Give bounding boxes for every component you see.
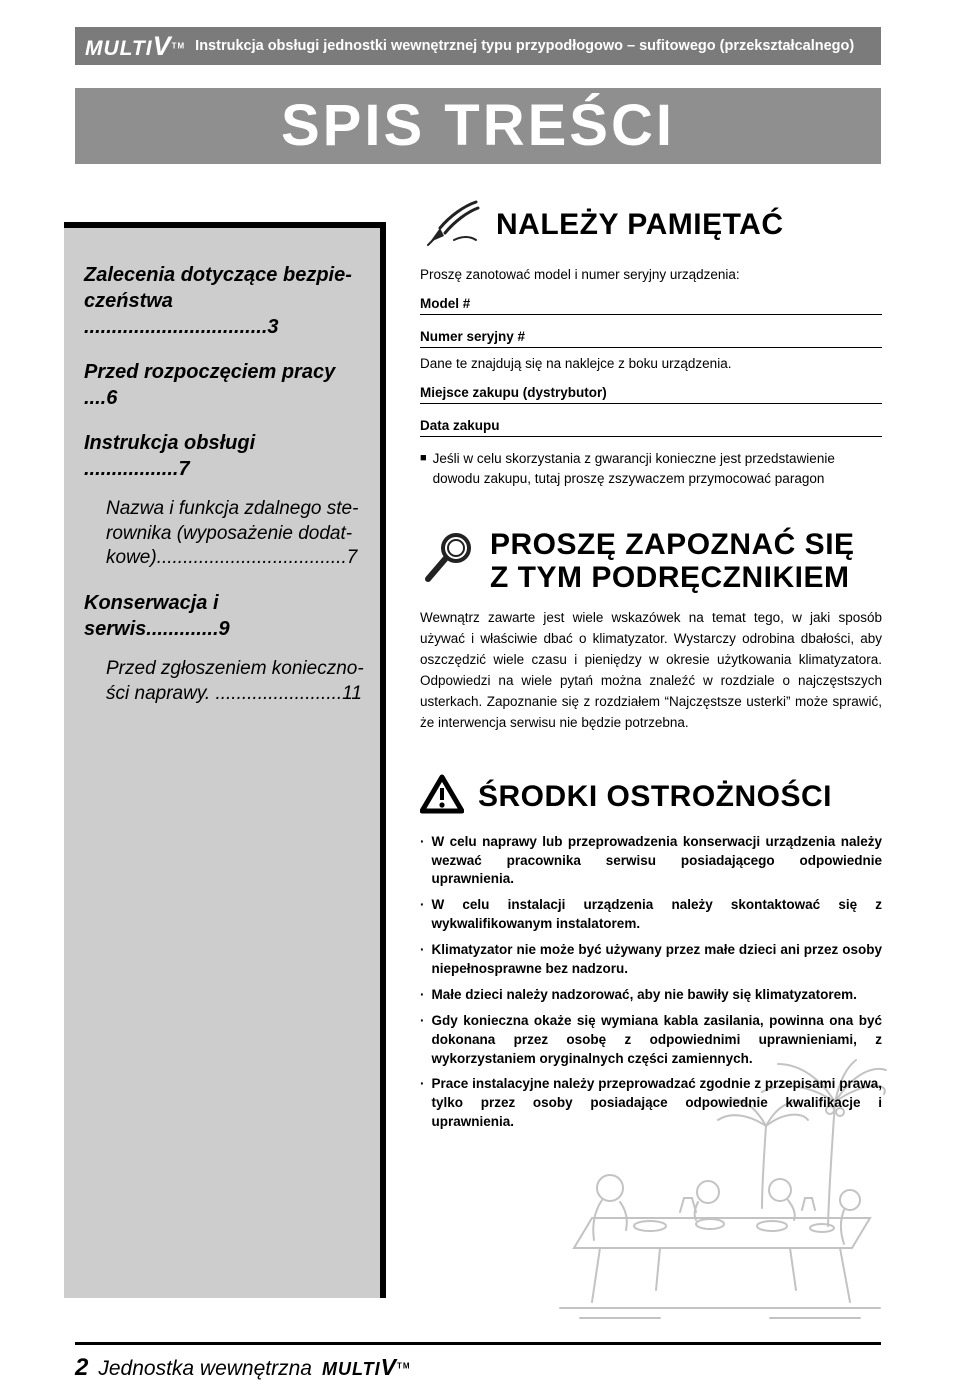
toc-page: 9 xyxy=(218,618,230,641)
main-content xyxy=(420,196,882,1139)
toc-entry[interactable] xyxy=(84,430,366,482)
toc-label: Nazwa i funkcja zdalnego ste-rownika (wyposażenie dodat-kowe) xyxy=(106,498,359,569)
toc-page: 6 xyxy=(106,387,118,409)
toc-dots: .................................... xyxy=(156,547,347,569)
footer-logo-v: V xyxy=(380,1354,397,1380)
bullet-icon: · xyxy=(420,897,425,913)
section-title-remember: NALEŻY PAMIĘTAĆ xyxy=(496,208,784,241)
toc-label: Przed rozpoczęciem pracy xyxy=(84,361,336,383)
toc-entry[interactable] xyxy=(84,262,366,340)
precaution-list xyxy=(420,833,882,1132)
precaution-text: Małe dzieci należy nadzorować, aby nie bawiły się klimatyzatorem. xyxy=(431,986,857,1002)
toc-entry[interactable] xyxy=(84,359,366,411)
precaution-text: Gdy konieczna okaże się wymiana kabla zasilania, powinna ona być dokonana przez osobę z odpowiednimi uprawnieniami, z wykorzystaniem oryginalnych części zamiennych. xyxy=(431,1012,882,1066)
toc-entry[interactable] xyxy=(84,590,366,642)
section-title-precautions: ŚRODKI OSTROŻNOŚCI xyxy=(478,779,833,813)
precaution-item xyxy=(420,833,882,890)
footer-trademark: TM xyxy=(396,1361,411,1371)
brand-logo-text: MULTI xyxy=(85,36,153,60)
header-bar xyxy=(75,27,881,65)
toc-dots: .... xyxy=(84,387,107,409)
precaution-text: Klimatyzator nie może być używany przez małe dzieci ani przez osoby niepełnosprawne bez nadzoru. xyxy=(431,942,882,976)
precaution-text: W celu naprawy lub przeprowadzenia konserwacji urządzenia należy wezwać pracownika serwisu posiadającego odpowiednie uprawnienia. xyxy=(431,833,882,887)
page-title: SPIS TREŚCI xyxy=(75,88,881,164)
toc-dots: ................. xyxy=(84,458,179,480)
purchase-place-field[interactable]: Miejsce zakupu (dystrybutor) xyxy=(420,385,882,404)
precaution-item xyxy=(420,1075,882,1132)
header-subtitle: Instrukcja obsługi jednostki wewnętrznej typu przypodłogowo – sufitowego (przekształcalnego) xyxy=(195,38,855,54)
precaution-item xyxy=(420,941,882,979)
toc-dots: ........................ xyxy=(215,682,343,704)
remember-section xyxy=(420,196,882,488)
read-manual-title-line2: Z TYM PODRĘCZNIKIEM xyxy=(490,561,850,595)
precaution-text: W celu instalacji urządzenia należy skontaktować się z wykwalifikowanym instalatorem. xyxy=(431,897,882,932)
sticker-note: Dane te znajdują się na naklejce z boku urządzenia. xyxy=(420,356,732,371)
toc-dots: ................................. xyxy=(84,316,268,338)
page-number: 2 xyxy=(75,1354,89,1381)
brand-logo xyxy=(85,31,185,62)
toc-page: 7 xyxy=(178,458,190,480)
warning-icon xyxy=(420,774,464,819)
footer-logo-text: MULTI xyxy=(321,1359,381,1379)
toc-label: Instrukcja obsługi xyxy=(84,432,256,454)
purchase-date-field[interactable]: Data zakupu xyxy=(420,418,882,437)
bullet-icon: · xyxy=(420,942,425,958)
brand-logo-v: V xyxy=(152,30,172,61)
read-manual-title-line1: PROSZĘ ZAPOZNAĆ SIĘ xyxy=(490,528,855,562)
magnifier-icon xyxy=(420,531,476,592)
remember-intro: Proszę zanotować model i numer seryjny urządzenia: xyxy=(420,267,740,282)
precaution-item xyxy=(420,1012,882,1069)
read-manual-section xyxy=(420,528,882,734)
brand-trademark: TM xyxy=(171,41,186,51)
toc-label: Zalecenia dotyczące bezpie-czeństwa xyxy=(84,264,352,312)
toc-dots: ............. xyxy=(146,618,219,641)
footer-label: Jednostka wewnętrzna xyxy=(98,1357,312,1380)
precaution-text: Prace instalacyjne należy przeprowadzać zgodnie z przepisami prawa, tylko przez osoby posiadające odpowiednie kwalifikacje i uprawnienia. xyxy=(431,1076,882,1130)
footer xyxy=(75,1342,881,1382)
bullet-icon: · xyxy=(420,1076,425,1092)
footer-brand-logo xyxy=(322,1354,411,1381)
bullet-icon: · xyxy=(420,833,425,849)
toc-page: 7 xyxy=(346,547,358,569)
bullet-icon: · xyxy=(420,986,425,1002)
square-bullet-icon: ■ xyxy=(420,452,427,464)
toc-label: Przed zgłoszeniem konieczno-ści naprawy. xyxy=(106,658,364,704)
toc-entry[interactable] xyxy=(84,657,366,706)
section-title-read-manual xyxy=(490,528,855,594)
toc-panel xyxy=(64,222,386,1298)
toc-page: 3 xyxy=(267,316,279,338)
precaution-item xyxy=(420,986,882,1005)
toc-label: Konserwacja i serwis xyxy=(84,592,219,641)
precaution-item xyxy=(420,896,882,934)
toc-page: 11 xyxy=(342,682,362,704)
warranty-note xyxy=(420,449,882,488)
bullet-icon: · xyxy=(420,1012,425,1028)
read-manual-body: Wewnątrz zawarte jest wiele wskazówek na temat tego, w jaki sposób używać i właściwie dbać o klimatyzator. Wystarczy odrobina dbałości, aby oszczędzić wiele czasu i pieniędzy w okresie użytkowania klimatyzatora. Odpowiedzi na wiele pytań można znaleźć w rozdziale o najczęstszych usterkach. Zapoznanie się z rozdziałem “Najczęstsze usterki” może sprawić, że interwencja serwisu nie będzie potrzebna. xyxy=(420,610,882,730)
precautions-section xyxy=(420,774,882,1132)
model-field[interactable]: Model # xyxy=(420,296,882,315)
pencil-icon xyxy=(420,196,482,253)
serial-number-field[interactable]: Numer seryjny # xyxy=(420,329,882,348)
toc-entry[interactable] xyxy=(84,497,366,571)
warranty-note-text: Jeśli w celu skorzystania z gwarancji konieczne jest przedstawienie dowodu zakupu, tutaj proszę zszywaczem przymocować paragon xyxy=(432,451,835,486)
